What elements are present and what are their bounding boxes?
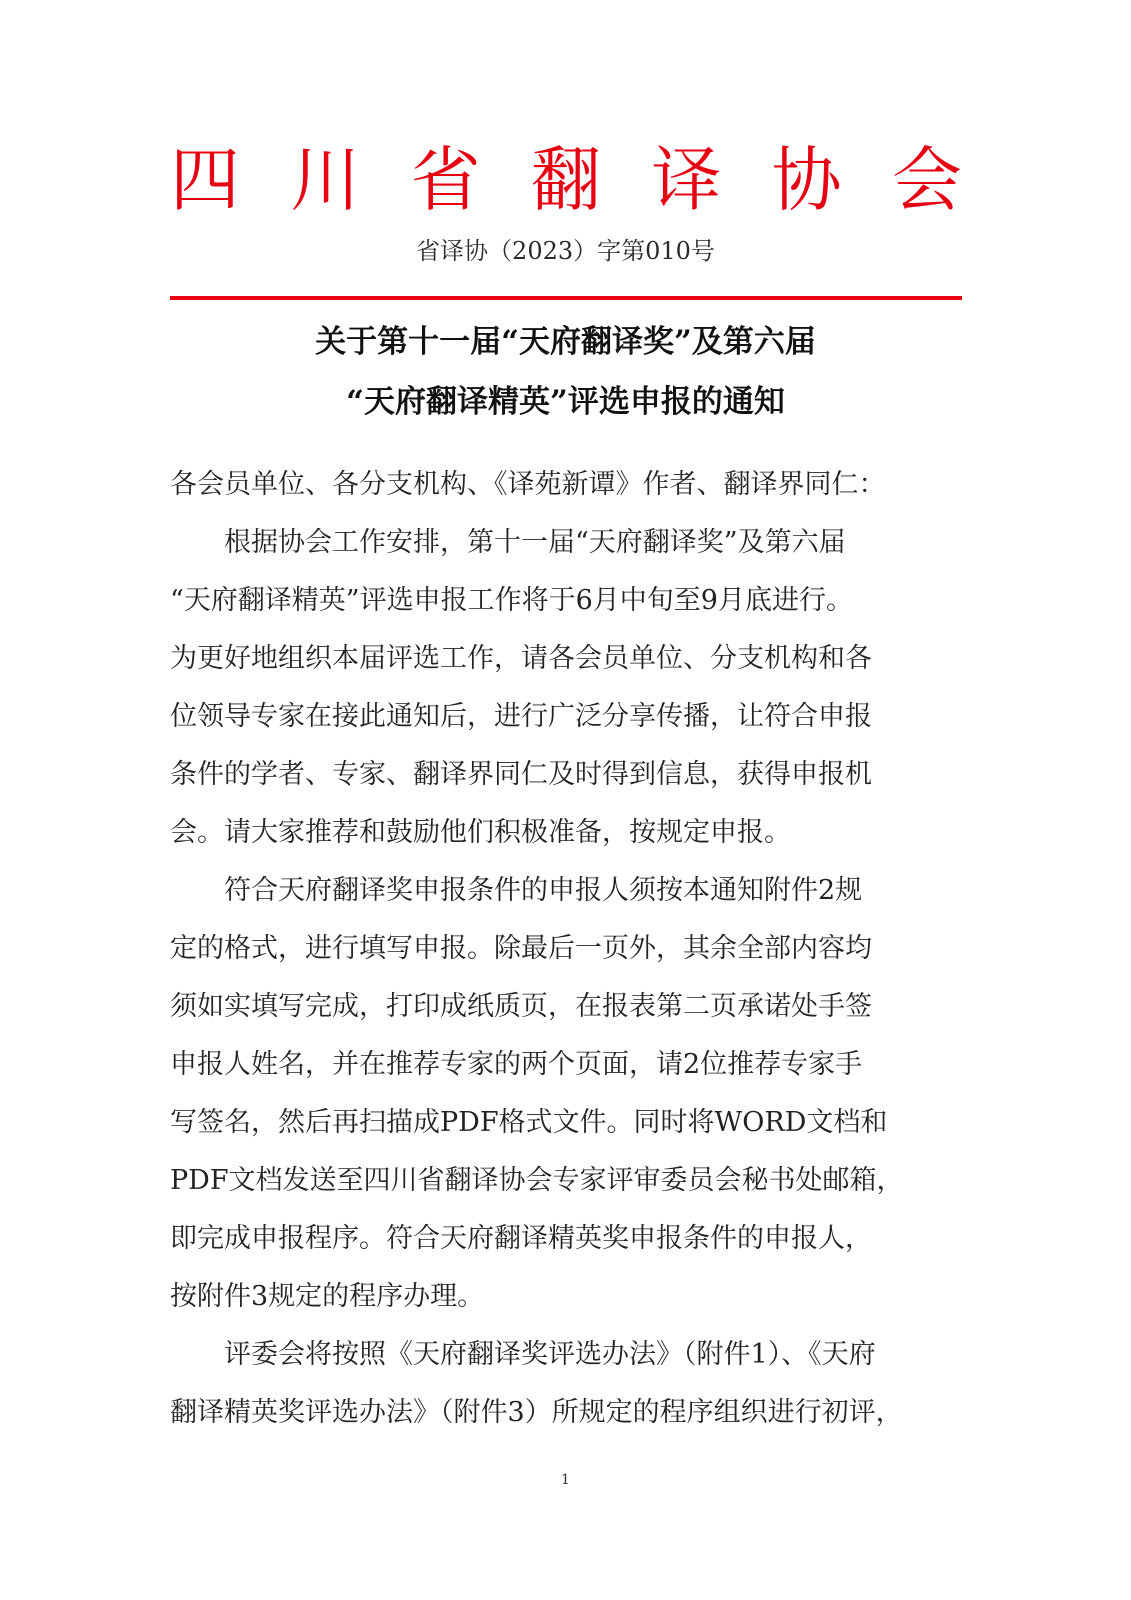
body-line: 定的格式，进行填写申报。除最后一页外，其余全部内容均 bbox=[170, 933, 872, 964]
red-divider bbox=[170, 296, 962, 300]
body-line: 符合天府翻译奖申报条件的申报人须按本通知附件2规 bbox=[170, 875, 863, 906]
salutation: 各会员单位、各分支机构、《译苑新谭》作者、翻译界同仁： bbox=[170, 469, 886, 500]
body-line: 位领导专家在接此通知后，进行广泛分享传播，让符合申报 bbox=[170, 701, 872, 732]
notice-title-line-2: “天府翻译精英”评选申报的通知 bbox=[346, 384, 785, 420]
org-header bbox=[170, 138, 962, 222]
org-header-char: 译 bbox=[651, 139, 722, 221]
body-line: 条件的学者、专家、翻译界同仁及时得到信息，获得申报机 bbox=[170, 759, 872, 790]
body-line: “天府翻译精英”评选申报工作将于6月中旬至9月底进行。 bbox=[170, 585, 853, 616]
body-line: 翻译精英奖评选办法》（附件3）所规定的程序组织进行初评， bbox=[170, 1397, 903, 1428]
org-header-char: 川 bbox=[290, 139, 361, 221]
body-line: PDF文档发送至四川省翻译协会专家评审委员会秘书处邮箱， bbox=[170, 1165, 904, 1196]
body-line: 会。请大家推荐和鼓励他们积极准备，按规定申报。 bbox=[170, 817, 791, 848]
body-line: 按附件3规定的程序办理。 bbox=[170, 1281, 485, 1312]
body-line: 根据协会工作安排，第十一届“天府翻译奖”及第六届 bbox=[170, 527, 846, 558]
org-header-char: 翻 bbox=[530, 139, 601, 221]
body-line: 即完成申报程序。符合天府翻译精英奖申报条件的申报人， bbox=[170, 1223, 872, 1254]
org-header-char: 四 bbox=[170, 139, 240, 221]
body-line: 申报人姓名，并在推荐专家的两个页面，请2位推荐专家手 bbox=[170, 1049, 863, 1080]
org-header-char: 省 bbox=[410, 139, 481, 221]
notice-title-line-1: 关于第十一届“天府翻译奖”及第六届 bbox=[315, 324, 816, 360]
body-line: 写签名，然后再扫描成PDF格式文件。同时将WORD文档和 bbox=[170, 1107, 888, 1138]
body-line: 评委会将按照《天府翻译奖评选办法》（附件1）、《天府 bbox=[170, 1339, 876, 1370]
page-number: 1 bbox=[561, 1472, 570, 1488]
document-number: 省译协（2023）字第010号 bbox=[416, 237, 715, 265]
body-line: 为更好地组织本届评选工作，请各会员单位、分支机构和各 bbox=[170, 643, 872, 674]
org-header-char: 协 bbox=[771, 139, 842, 221]
body-line: 须如实填写完成，打印成纸质页，在报表第二页承诺处手签 bbox=[170, 991, 872, 1022]
org-header-char: 会 bbox=[891, 139, 962, 221]
